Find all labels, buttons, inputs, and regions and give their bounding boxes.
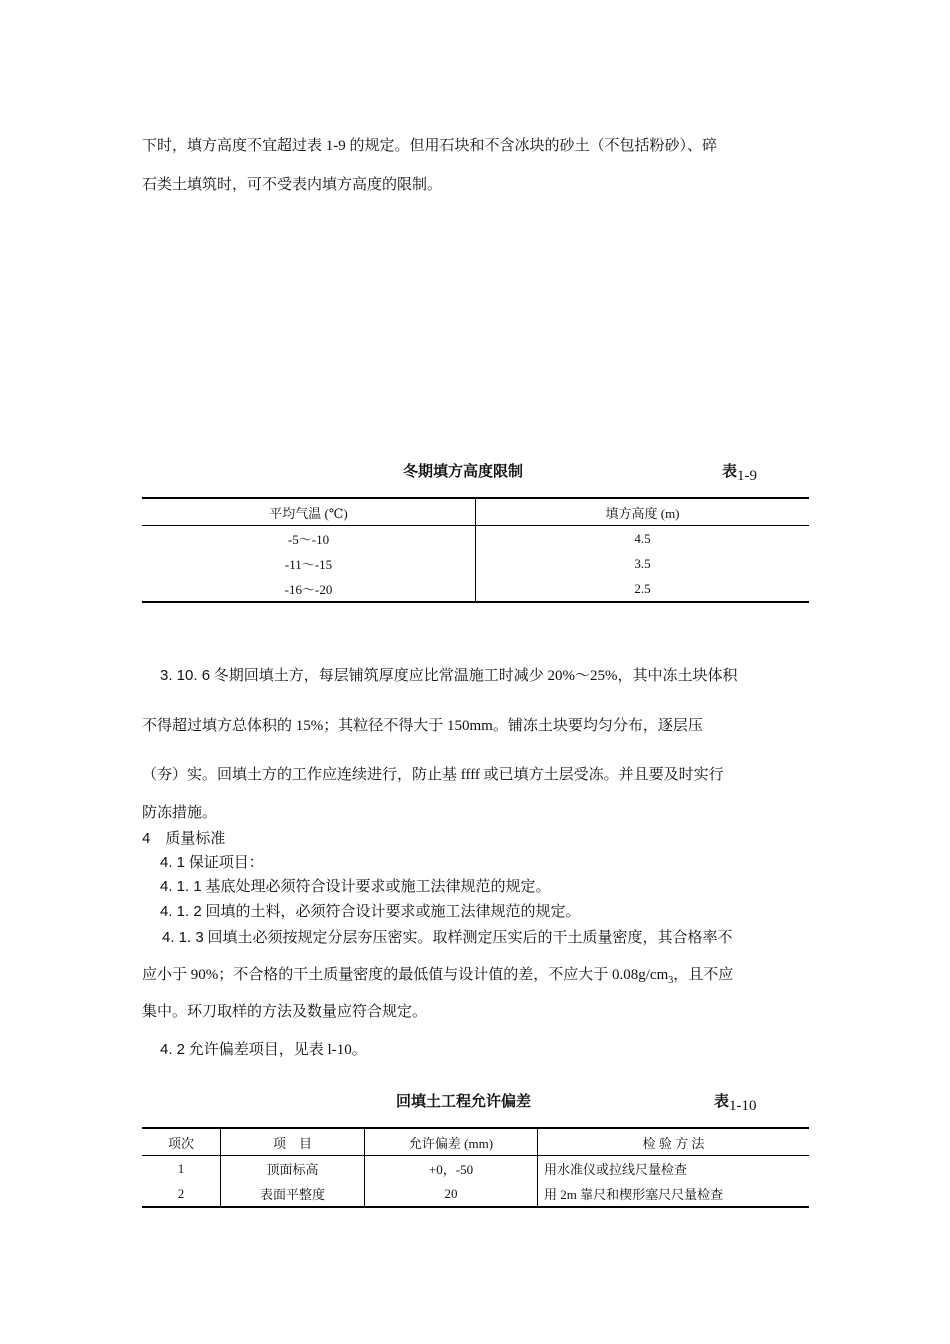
- table2-number: [714, 1090, 757, 1114]
- table1-cell: 2.5: [634, 580, 651, 596]
- table1-cell: -5～-10: [142, 526, 476, 552]
- table2-cell: 顶面标高: [221, 1156, 365, 1182]
- section-3-10-6-line-3: （夯）实。回填土方的工作应连续进行，防止基 ffff 或已填方土层受冻。并且要及时实行: [142, 767, 724, 783]
- table2-cell: 用水准仪或拉线尺量检查: [544, 1162, 688, 1177]
- section-number: 4. 1. 1: [160, 878, 202, 895]
- table1-number-value: 1-9: [737, 468, 758, 484]
- section-4-2: [142, 1040, 810, 1060]
- section-4-1-3-line-3: 集中。环刀取样的方法及数量应符合规定。: [142, 1004, 428, 1020]
- section-text: 允许偏差项目，见表 l-10。: [188, 1042, 367, 1058]
- table1-number: [722, 460, 758, 484]
- section-text: 回填的土料，必须符合设计要求或施工法律规范的规定。: [205, 904, 581, 920]
- section-4-1-1: [142, 877, 810, 897]
- table-row: [142, 1156, 809, 1182]
- table2-header-row: [142, 1128, 809, 1156]
- table2-cell: 20: [365, 1181, 538, 1207]
- table2: [142, 1127, 809, 1208]
- section-4-heading: 4 质量标准: [142, 830, 226, 847]
- table1-cell: -16～-20: [142, 576, 476, 602]
- table1-number-label: 表: [722, 463, 738, 480]
- section-text: 保证项目：: [188, 855, 264, 871]
- table-row: [142, 1181, 809, 1207]
- section-4-1-3-line-2: [142, 965, 810, 991]
- table2-number-value: 1-10: [729, 1098, 757, 1114]
- table2-header: 项 目: [221, 1128, 365, 1156]
- table2-header: 检 验 方 法: [538, 1128, 810, 1156]
- table2-title: 回填土工程允许偏差: [396, 1093, 532, 1110]
- section-number: 4. 1: [160, 854, 186, 871]
- section-number: 4. 1. 3: [162, 929, 204, 946]
- table1: [142, 497, 809, 603]
- table2-header: 项次: [142, 1128, 221, 1156]
- section-text: ，且不应: [673, 967, 734, 983]
- table-row: [142, 551, 809, 576]
- table-row: [142, 526, 809, 552]
- section-number: 4. 1. 2: [160, 903, 202, 920]
- section-number: 4. 2: [160, 1041, 186, 1058]
- table2-cell: +0，-50: [365, 1156, 538, 1182]
- section-4-1: [142, 853, 810, 873]
- table1-header-row: [142, 498, 809, 526]
- section-3-10-6-line-1: [142, 666, 810, 686]
- table1-cell: 4.5: [634, 530, 651, 546]
- section-3-10-6-line-4: 防冻措施。: [142, 805, 218, 821]
- table2-header: 允许偏差 (mm): [365, 1128, 538, 1156]
- table1-header: 填方高度 (m): [476, 498, 810, 526]
- section-number: 3. 10. 6: [160, 667, 211, 684]
- section-3-10-6-line-2: 不得超过填方总体积的 15%；其粒径不得大于 150mm。铺冻土块要均匀分布，逐层压: [142, 718, 703, 734]
- table2-cell: 用 2m 靠尺和楔形塞尺尺量检查: [544, 1187, 724, 1202]
- table2-cell: 1: [142, 1156, 221, 1182]
- intro-line-1: 下时，填方高度不宜超过表 1-9 的规定。但用石块和不含冰块的砂土（不包括粉砂）、碎: [142, 138, 717, 154]
- section-text: 冬期回填土方，每层铺筑厚度应比常温施工时减少 20%～25%，其中冻土块体积: [213, 668, 738, 684]
- section-text: 应小于 90%；不合格的干土质量密度的最低值与设计值的差，不应大于 0.08g/cm: [142, 967, 669, 983]
- table-row: [142, 576, 809, 602]
- table1-title: 冬期填方高度限制: [403, 463, 524, 480]
- table2-number-label: 表: [714, 1093, 730, 1110]
- section-text: 回填土必须按规定分层夯压密实。取样测定压实后的干土质量密度，其合格率不: [207, 930, 733, 946]
- table2-cell: 2: [142, 1181, 221, 1207]
- section-text: 基底处理必须符合设计要求或施工法律规范的规定。: [205, 879, 551, 895]
- section-4-1-2: [142, 902, 810, 922]
- table2-cell: 表面平整度: [221, 1181, 365, 1207]
- table1-cell: -11～-15: [142, 551, 476, 576]
- table1-cell: 3.5: [634, 555, 651, 571]
- unit-subscript: 3: [668, 975, 674, 986]
- table1-header: 平均气温 (℃): [142, 498, 476, 526]
- section-4-1-3-line-1: [142, 928, 810, 948]
- intro-line-2: 石类土填筑时，可不受表内填方高度的限制。: [142, 177, 443, 193]
